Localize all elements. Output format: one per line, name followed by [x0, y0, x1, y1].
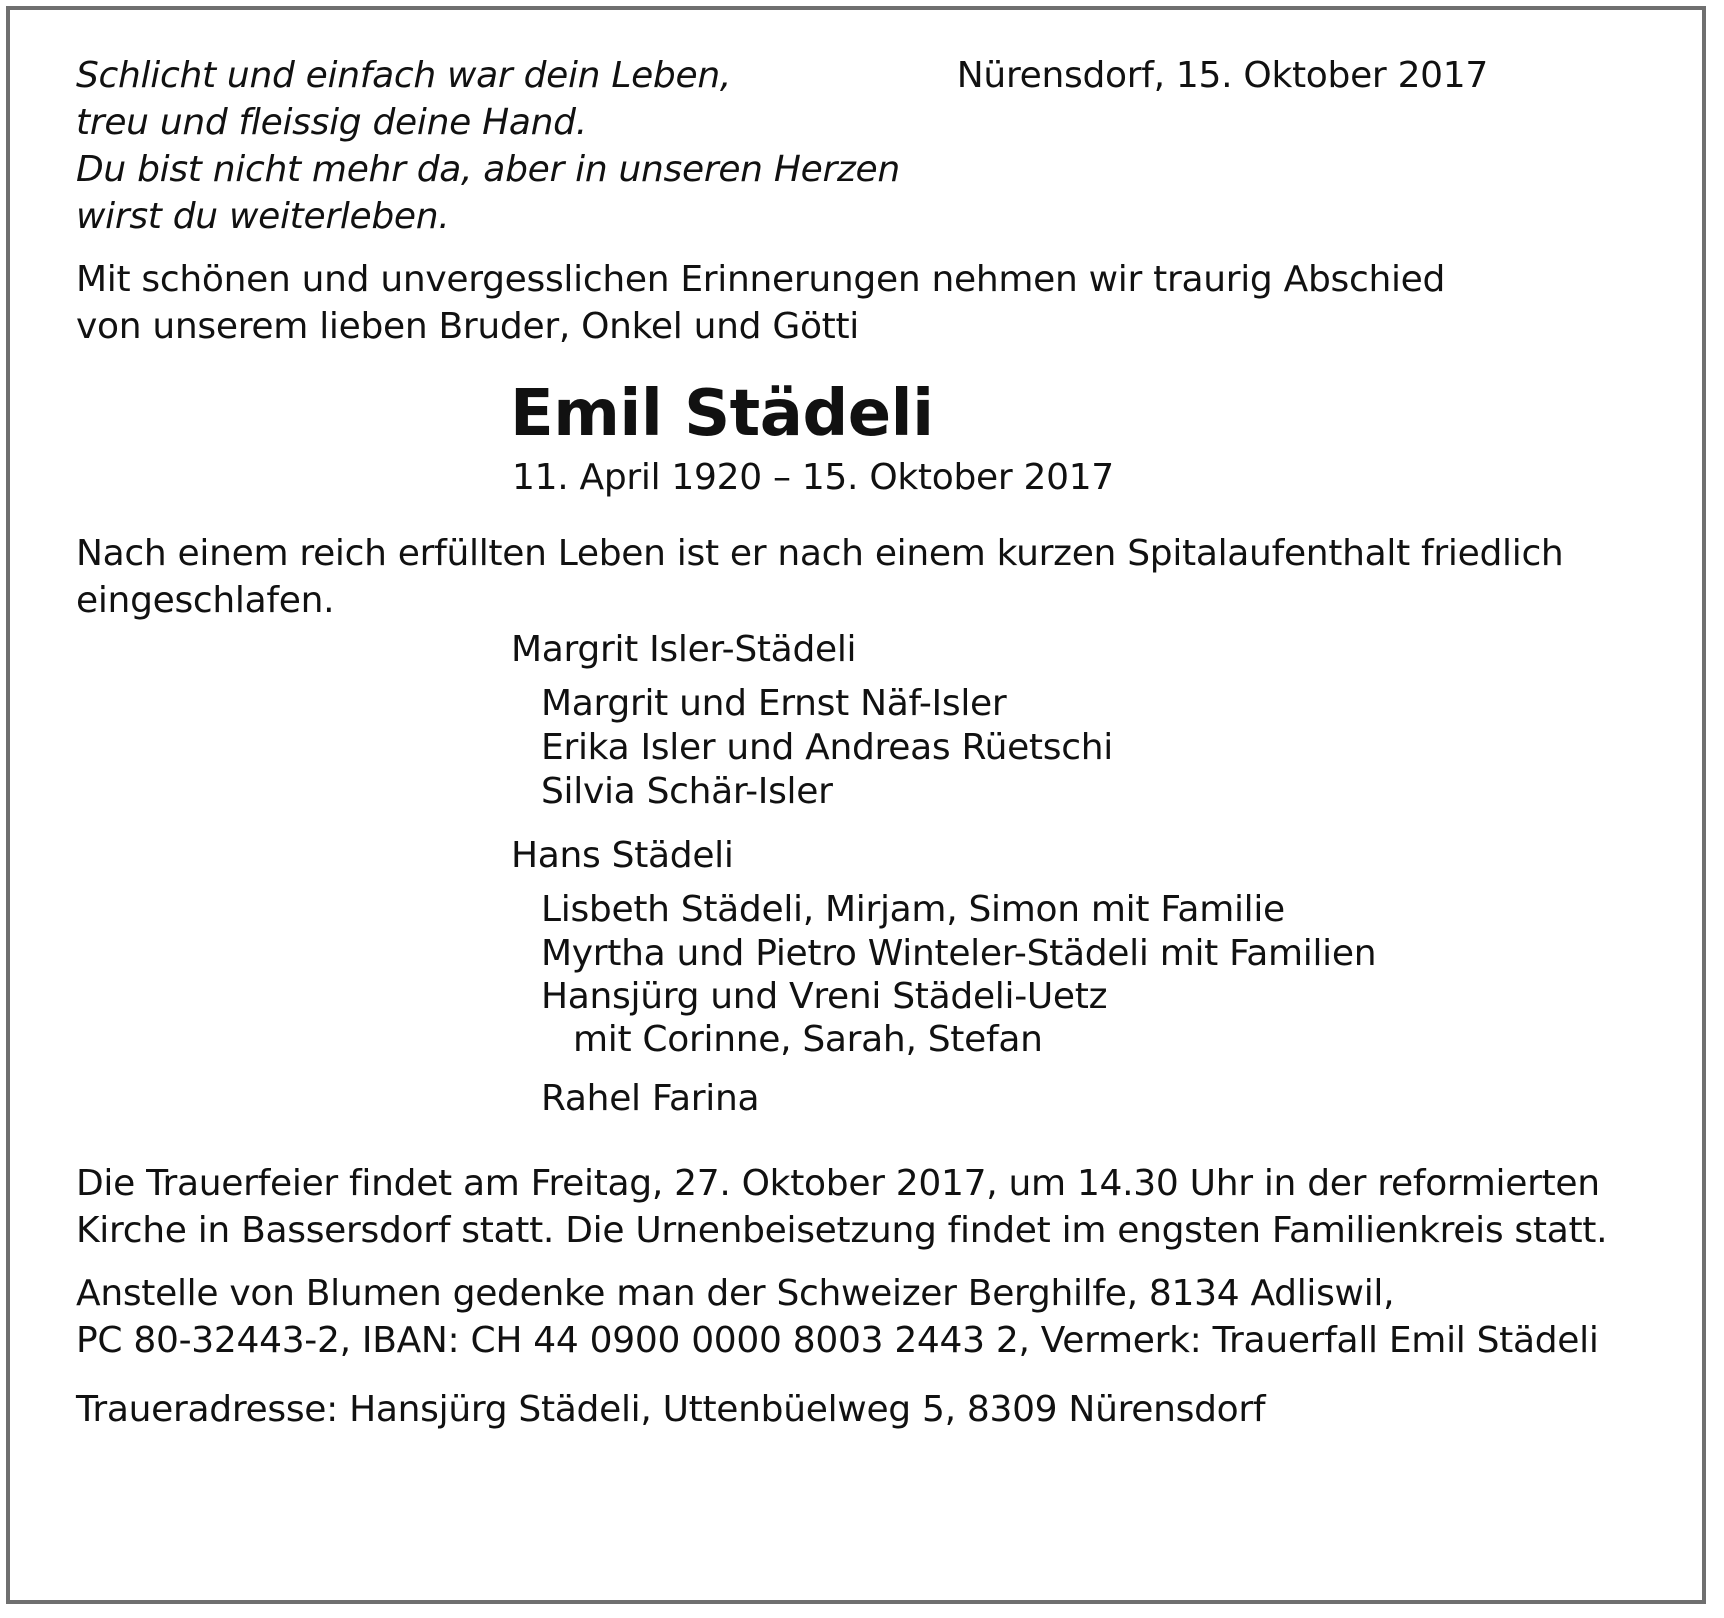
poem-line: treu und fleissig deine Hand. — [76, 102, 587, 143]
intro-line: Mit schönen und unvergesslichen Erinnerungen nehmen wir traurig Abschied — [76, 259, 1446, 300]
mourner-name: Erika Isler und Andreas Rüetschi — [541, 727, 1113, 768]
mourner-group-head: Margrit Isler-Städeli — [511, 629, 857, 670]
mourner-subline: mit Corinne, Sarah, Stefan — [573, 1019, 1043, 1060]
mourner-name: Lisbeth Städeli, Mirjam, Simon mit Familie — [541, 889, 1285, 930]
poem-line: wirst du weiterleben. — [76, 196, 450, 237]
deceased-name: Emil Städeli — [510, 377, 934, 451]
mourner-name: Margrit und Ernst Näf-Isler — [541, 683, 1007, 724]
lead-line: eingeschlafen. — [76, 580, 335, 621]
mourner-name: Hansjürg und Vreni Städeli-Uetz — [541, 976, 1108, 1017]
mourner-group-head: Hans Städeli — [511, 835, 734, 876]
memorial-poem — [76, 52, 900, 240]
mourner-name: Silvia Schär-Isler — [541, 771, 833, 812]
intro-line: von unserem lieben Bruder, Onkel und Götti — [76, 306, 860, 347]
poem-line: Du bist nicht mehr da, aber in unseren Herzen — [76, 149, 900, 190]
mourning-address: Traueradresse: Hansjürg Städeli, Uttenbüelweg 5, 8309 Nürensdorf — [76, 1389, 1266, 1430]
mourner-name: Rahel Farina — [541, 1078, 760, 1119]
service-line: Kirche in Bassersdorf statt. Die Urnenbeisetzung findet im engsten Familienkreis statt. — [76, 1210, 1608, 1251]
poem-line: Schlicht und einfach war dein Leben, — [76, 55, 731, 96]
service-line: Die Trauerfeier findet am Freitag, 27. Oktober 2017, um 14.30 Uhr in der reformierten — [76, 1163, 1600, 1204]
service-info — [76, 1160, 1607, 1254]
place-date: Nürensdorf, 15. Oktober 2017 — [956, 55, 1488, 96]
intro-text — [76, 256, 1445, 350]
donation-line: PC 80-32443-2, IBAN: CH 44 0900 0000 8003 2443 2, Vermerk: Trauerfall Emil Städeli — [76, 1320, 1599, 1361]
mourner-name: Myrtha und Pietro Winteler-Städeli mit Familien — [541, 933, 1377, 974]
donation-line: Anstelle von Blumen gedenke man der Schweizer Berghilfe, 8134 Adliswil, — [76, 1273, 1395, 1314]
obituary-frame — [6, 6, 1706, 1604]
lead-line: Nach einem reich erfüllten Leben ist er nach einem kurzen Spitalaufenthalt friedlich — [76, 533, 1564, 574]
donation-info — [76, 1270, 1599, 1364]
lead-text — [76, 530, 1563, 624]
life-dates: 11. April 1920 – 15. Oktober 2017 — [512, 457, 1114, 498]
